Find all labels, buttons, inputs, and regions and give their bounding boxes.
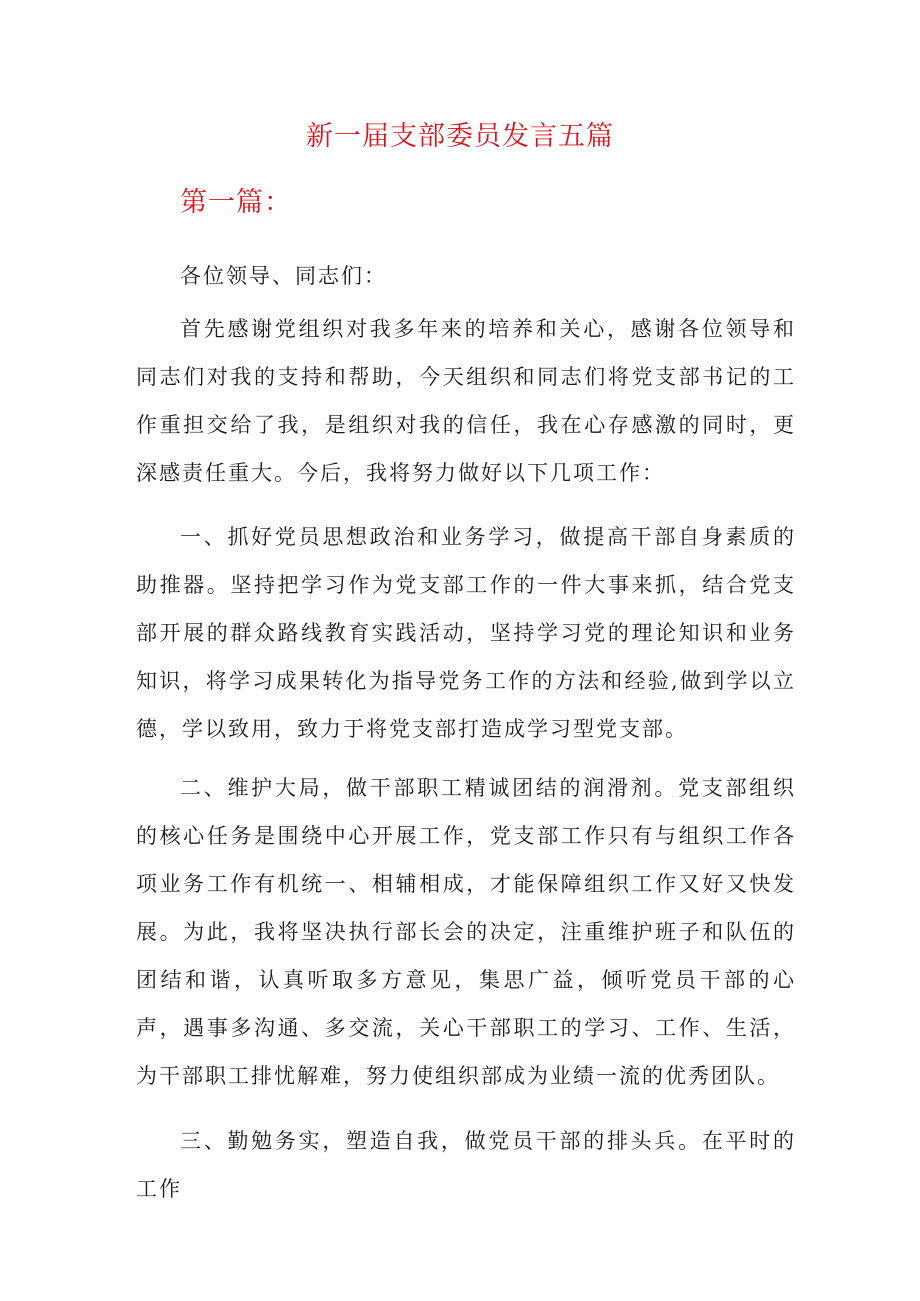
paragraph: 三、勤勉务实，塑造自我，做党员干部的排头兵。在平时的工作 xyxy=(136,1129,796,1201)
document-title: 新一届支部委员发言五篇 xyxy=(306,121,614,152)
paragraph: 一、抓好党员思想政治和业务学习，做提高干部自身素质的助推器。坚持把学习作为党支部工作的一件大事来抓，结合党支部开展的群众路线教育实践活动，坚持学习党的理论知识和业务知识，将学习成果转化为指导党务工作的方法和经验,做到学以立德，学以致用，致力于将党支部打造成学习型党支部。 xyxy=(136,525,796,741)
salutation: 各位领导、同志们： xyxy=(180,264,387,288)
paragraph: 二、维护大局，做干部职工精诚团结的润滑剂。党支部组织的核心任务是围绕中心开展工作，党支部工作只有与组织工作各项业务工作有机统一、相辅相成，才能保障组织工作又好又快发展。为此，我将坚决执行部长会的决定，注重维护班子和队伍的团结和谐，认真听取多方意见，集思广益，倾听党员干部的心声，遇事多沟通、多交流，关心干部职工的学习、工作、生活，为干部职工排忧解难，努力使组织部成为业绩一流的优秀团队。 xyxy=(136,776,796,1088)
section-heading: 第一篇： xyxy=(180,187,292,218)
paragraph: 首先感谢党组织对我多年来的培养和关心，感谢各位领导和同志们对我的支持和帮助，今天组织和同志们将党支部书记的工作重担交给了我，是组织对我的信任，我在心存感激的同时，更深感责任重大。今后，我将努力做好以下几项工作： xyxy=(136,317,796,485)
